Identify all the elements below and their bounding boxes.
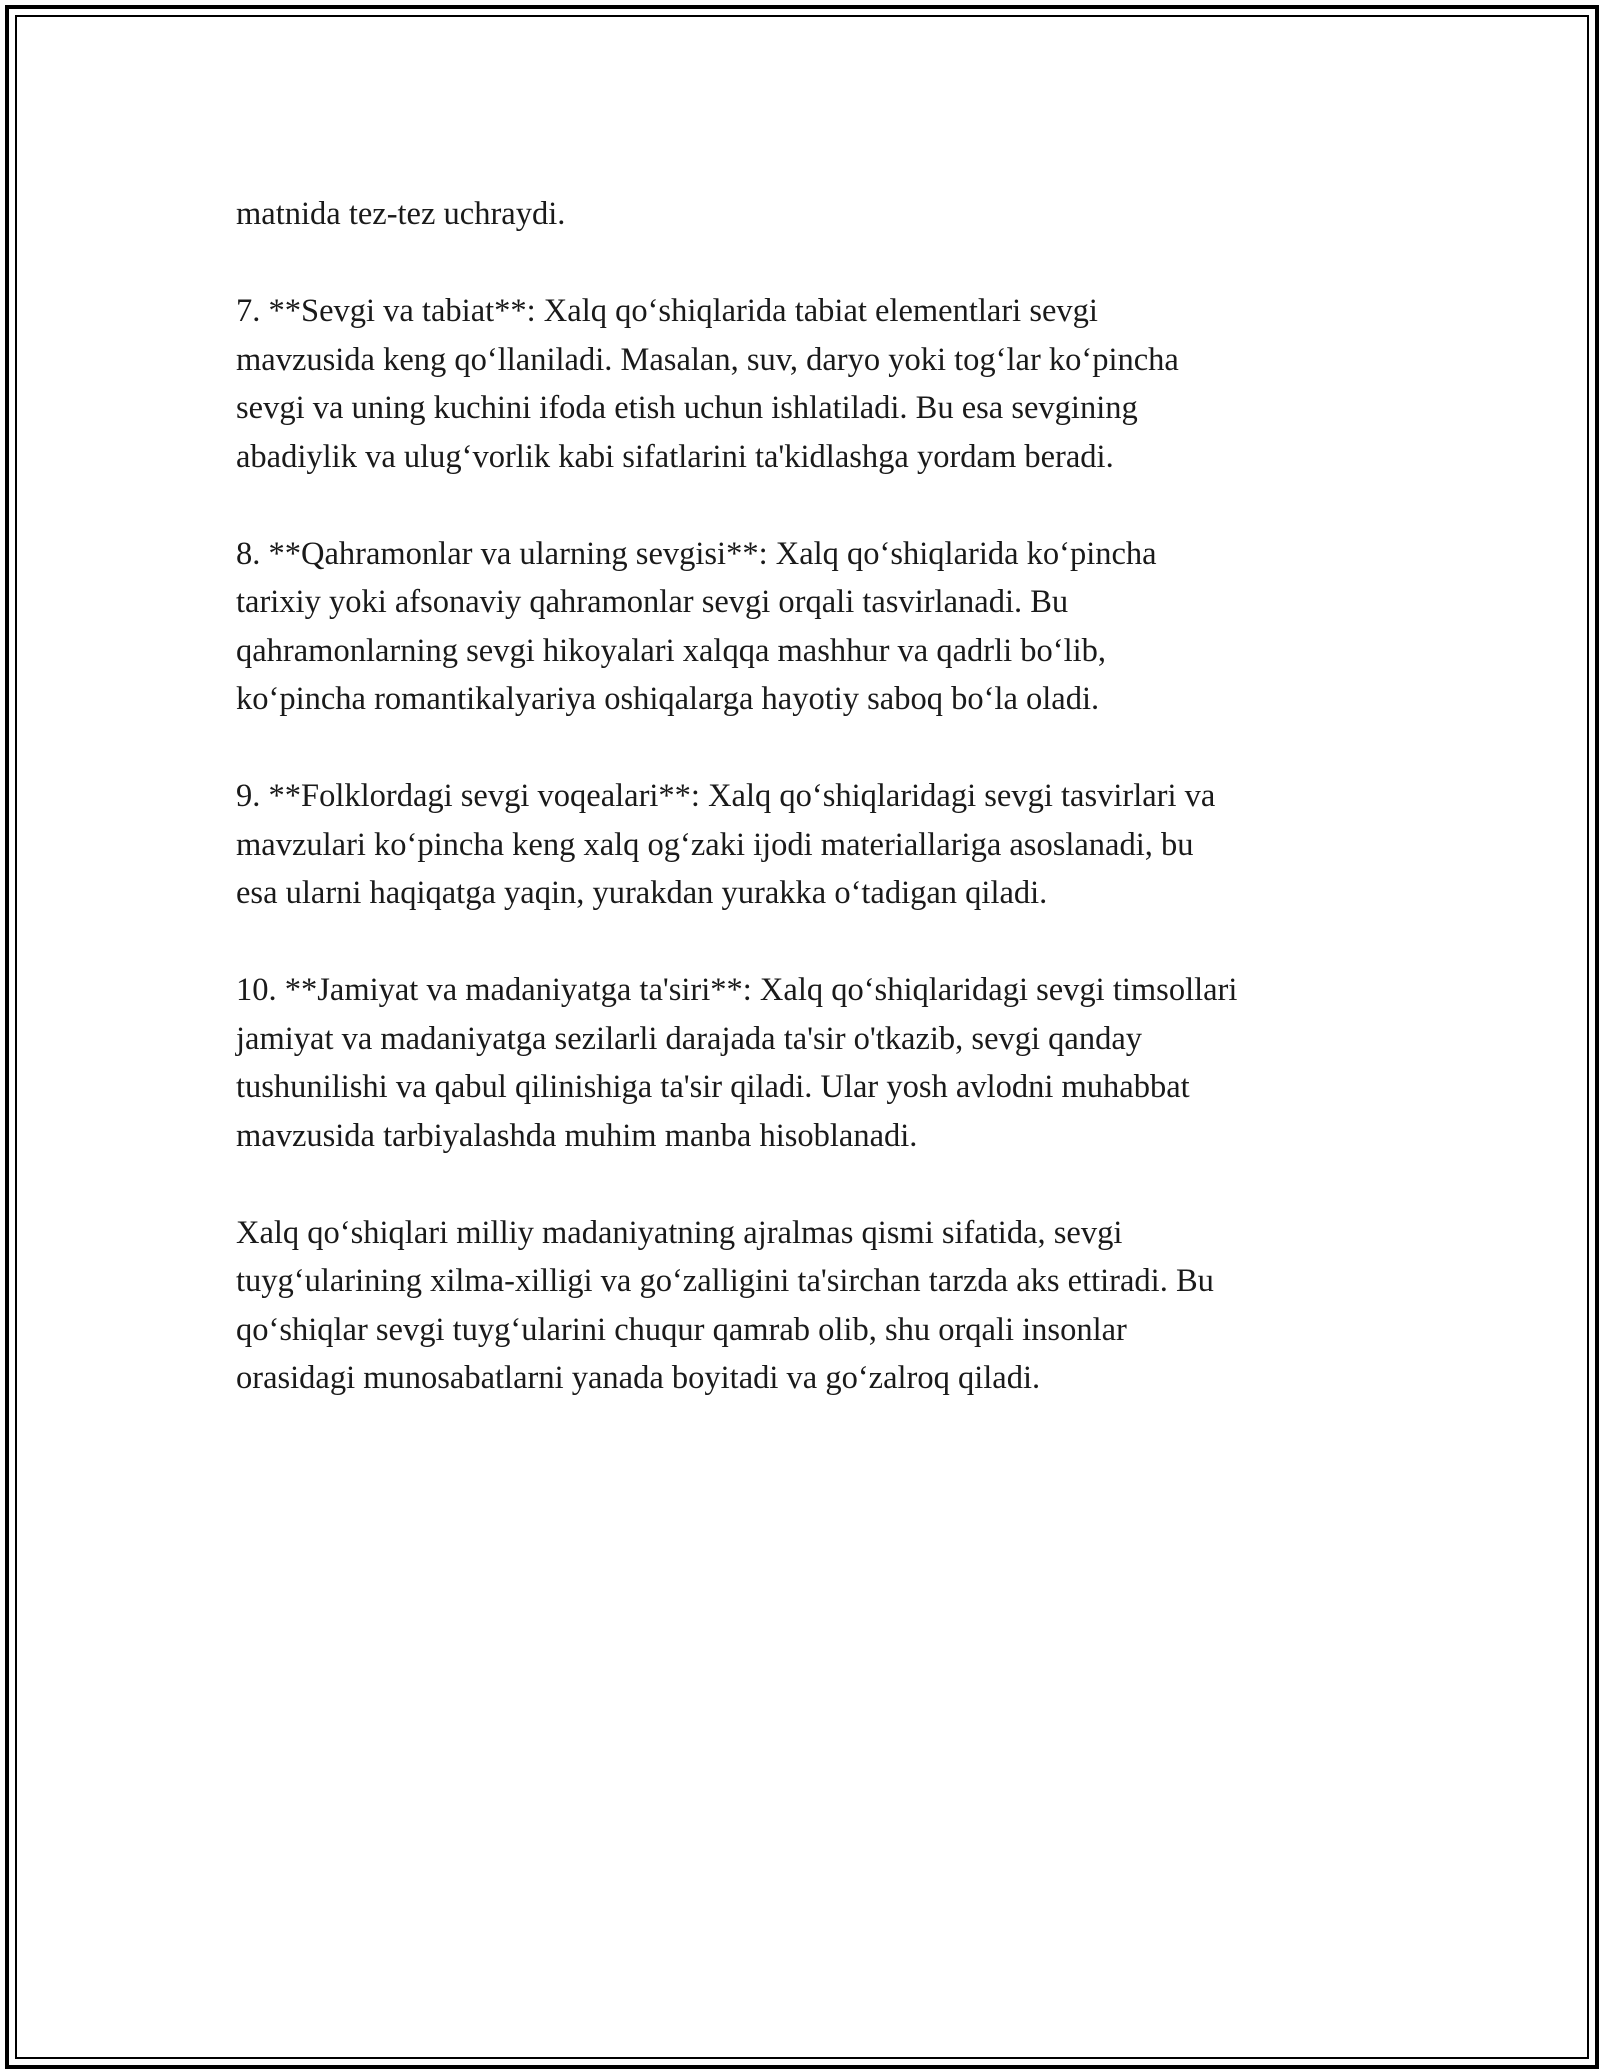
paragraph-item-7: 7. **Sevgi va tabiat**: Xalq qo‘shiqlarida tabiat elementlari sevgi mavzusida keng qo‘llaniladi. Masalan, suv, daryo yoki tog‘lar ko‘pincha sevgi va uning kuchini ifoda etish uchun ishlatiladi. Bu esa sevgining abadiylik va ulug‘vorlik kabi sifatlarini ta'kidlashga yordam beradi.: [236, 293, 1179, 475]
document-body: [236, 190, 1386, 1451]
paragraph-continuation: matnida tez-tez uchraydi.: [236, 196, 566, 232]
paragraph-conclusion: Xalq qo‘shiqlari milliy madaniyatning ajralmas qismi sifatida, sevgi tuyg‘ularining xilma-xilligi va go‘zalligini ta'sirchan tarzda aks ettiradi. Bu qo‘shiqlar sevgi tuyg‘ularini chuqur qamrab olib, shu orqali insonlar orasidagi munosabatlarni yanada boyitadi va go‘zalroq qiladi.: [236, 1214, 1214, 1396]
paragraph-item-10: 10. **Jamiyat va madaniyatga ta'siri**: Xalq qo‘shiqlaridagi sevgi timsollari jamiyat va madaniyatga sezilarli darajada ta'sir o'tkazib, sevgi qanday tushunilishi va qabul qilinishiga ta'sir qiladi. Ular yosh avlodni muhabbat mavzusida tarbiyalashda muhim manba hisoblanadi.: [236, 972, 1238, 1154]
paragraph-item-9: 9. **Folklordagi sevgi voqealari**: Xalq qo‘shiqlaridagi sevgi tasvirlari va mavzulari ko‘pincha keng xalq og‘zaki ijodi materiallariga asoslanadi, bu esa ularni haqiqatga yaqin, yurakdan yurakka o‘tadigan qiladi.: [236, 778, 1216, 911]
paragraph-item-8: 8. **Qahramonlar va ularning sevgisi**: Xalq qo‘shiqlarida ko‘pincha tarixiy yoki afsonaviy qahramonlar sevgi orqali tasvirlanadi. Bu qahramonlarning sevgi hikoyalari xalqqa mashhur va qadrli bo‘lib, ko‘pincha romantikalyariya oshiqalarga hayotiy saboq bo‘la oladi.: [236, 535, 1157, 717]
